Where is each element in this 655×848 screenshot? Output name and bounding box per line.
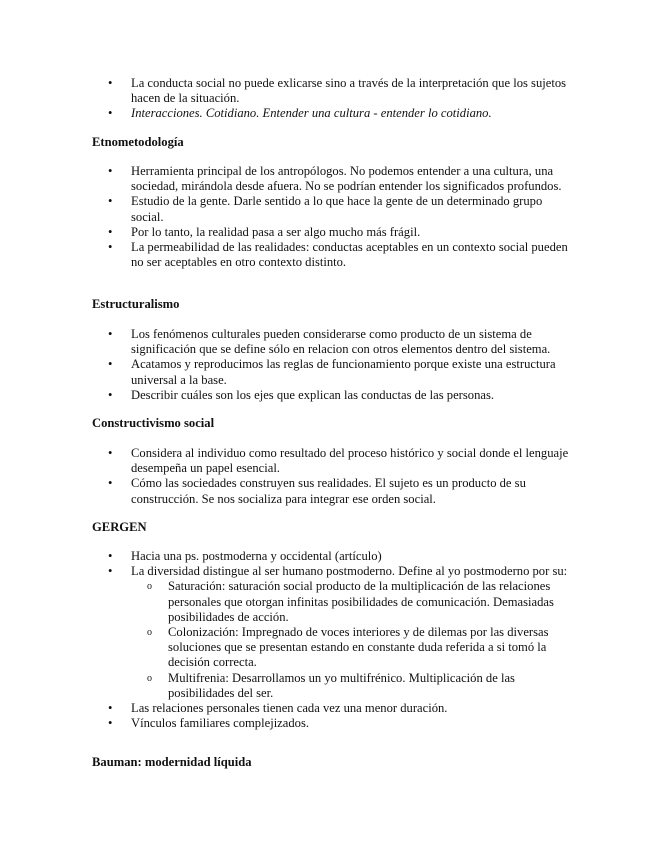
heading-estructuralismo: Estructuralismo	[92, 297, 180, 311]
bullet-icon: •	[108, 564, 113, 579]
list-item: • Cómo las sociedades construyen sus realidades. El sujeto es un producto de su construcción. Se nos socializa para integrar ese orden social.	[108, 476, 526, 506]
heading-etnometodologia: Etnometodología	[92, 135, 184, 149]
list-item: • Estudio de la gente. Darle sentido a lo que hace la gente de un determinado grupo social.	[108, 194, 543, 224]
list-item: • Describir cuáles son los ejes que explican las conductas de las personas.	[108, 387, 495, 402]
list-item: • Interacciones. Cotidiano. Entender una cultura - entender lo cotidiano.	[108, 106, 492, 121]
list-item: • Los fenómenos culturales pueden considerarse como producto de un sistema de significación que se define sólo en relacion con otros elementos dentro del sistema.	[108, 327, 551, 357]
sub-bullet-icon: o	[147, 581, 152, 593]
bullet-icon: •	[108, 240, 113, 255]
etnometodologia-list	[0, 164, 655, 270]
list-item: • La diversidad distingue al ser humano postmoderno. Define al yo postmoderno por su: o Saturación: saturación social producto de la multiplicación de las relaciones personales que otorgan infinitas posibilidades de comunicación. Demasiadas posibilidades de acción. o Colonización: Impregnado de voces interiores y de dilemas por las diversas soluciones que se presentan estando en constante duda referida a si tomó la decisión correcta. o Multifrenia: Desarrollamos un yo multifrénico. Multiplicación de las posibilidades del ser.	[0, 564, 655, 701]
sub-bullet-icon: o	[147, 627, 152, 639]
bullet-icon: •	[108, 106, 113, 121]
gergen-sublist	[0, 579, 655, 701]
heading-bauman: Bauman: modernidad líquida	[92, 755, 252, 769]
list-item: • Herramienta principal de los antropólogos. No podemos entender a una cultura, una sociedad, mirándola desde afuera. No se podrían entender los significados profundos.	[108, 164, 562, 194]
list-item: • Vínculos familiares complejizados.	[108, 716, 310, 731]
intro-list	[0, 76, 655, 122]
estructuralismo-list	[0, 327, 655, 403]
heading-gergen: GERGEN	[92, 520, 147, 534]
bullet-icon: •	[108, 194, 113, 209]
bullet-icon: •	[108, 357, 113, 372]
heading-constructivismo: Constructivismo social	[92, 416, 215, 430]
list-item: • La conducta social no puede exlicarse sino a través de la interpretación que los sujetos hacen de la situación.	[108, 76, 567, 106]
list-item: • Hacia una ps. postmoderna y occidental (artículo)	[108, 549, 382, 563]
sub-list-item: o Colonización: Impregnado de voces interiores y de dilemas por las diversas soluciones que se presentan estando en constante duda referida a si tomó la decisión correcta.	[147, 625, 549, 670]
gergen-list	[0, 549, 655, 731]
bullet-icon: •	[108, 476, 113, 491]
sub-list-item: o Saturación: saturación social producto de la multiplicación de las relaciones personales que otorgan infinitas posibilidades de comunicación. Demasiadas posibilidades de acción.	[147, 579, 554, 624]
bullet-icon: •	[108, 716, 113, 731]
bullet-icon: •	[108, 224, 113, 239]
bullet-icon: •	[108, 76, 113, 90]
list-item: • Las relaciones personales tienen cada vez una menor duración.	[108, 701, 448, 716]
sub-bullet-icon: o	[147, 672, 152, 684]
bullet-icon: •	[108, 164, 113, 178]
bullet-icon: •	[108, 327, 113, 341]
sub-list-item: o Multifrenia: Desarrollamos un yo multifrénico. Multiplicación de las posibilidades del ser.	[147, 670, 515, 700]
bullet-icon: •	[108, 701, 113, 716]
list-item: • Acatamos y reproducimos las reglas de funcionamiento porque existe una estructura universal a la base.	[108, 357, 556, 387]
bullet-icon: •	[108, 549, 113, 563]
bullet-icon: •	[108, 446, 113, 460]
list-item: • Considera al individuo como resultado del proceso histórico y social donde el lenguaje desempeña un papel esencial.	[108, 446, 569, 476]
constructivismo-list	[0, 446, 655, 507]
list-item: • La permeabilidad de las realidades: conductas aceptables en un contexto social pueden no ser aceptables en otro contexto distinto.	[108, 240, 568, 270]
bullet-icon: •	[108, 387, 113, 402]
list-item: • Por lo tanto, la realidad pasa a ser algo mucho más frágil.	[108, 224, 421, 239]
